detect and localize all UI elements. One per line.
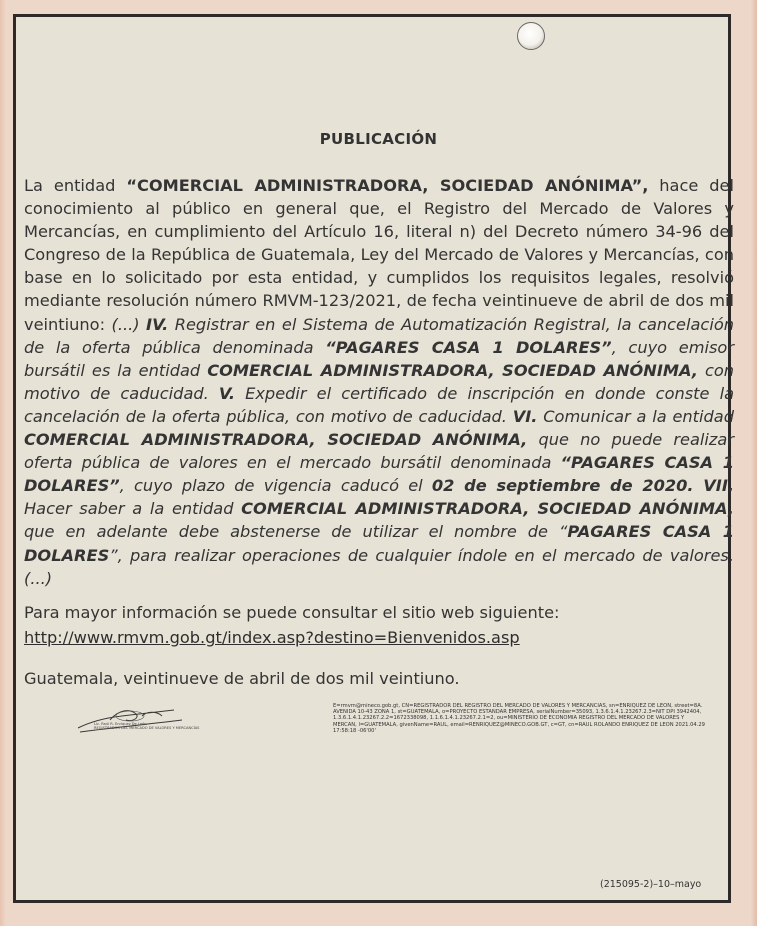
signer-title: REGISTRADOR DEL MERCADO DE VALORES Y MERCANCÍAS bbox=[94, 726, 200, 730]
body-text-segment: Comunicar a la entidad bbox=[537, 406, 734, 426]
publication-code: (215095-2)–10–mayo bbox=[600, 879, 702, 890]
body-text-segment: que en adelante debe abstenerse de utilizar el nombre de “ bbox=[24, 522, 568, 542]
section-number: VI. bbox=[512, 406, 538, 426]
entity-name: “COMERCIAL ADMINISTRADORA, SOCIEDAD ANÓNIMA”, bbox=[126, 176, 649, 195]
staple-hole bbox=[517, 22, 545, 50]
body-text-segment: La entidad bbox=[24, 176, 127, 195]
body-text-segment: hace del conocimiento al público en general que, el Registro del Mercado de Valores y Mercancías, en cumplimiento del Artículo 16, literal n) del Decreto número 34-96 del Congreso de la República de Guatemala, Ley del Mercado de Valores y Mercancías, con base en lo solicitado por esta entidad, y cumplidos los requisitos legales, resolvió mediante resolución número RMVM-123/2021, de fecha veintinueve de abril de dos mil veintiuno: bbox=[24, 176, 734, 334]
section-number: IV. bbox=[146, 314, 169, 334]
signature-block bbox=[70, 700, 200, 742]
body-text-segment: , cuyo emisor bursátil es la entidad bbox=[24, 337, 734, 380]
body-text-segment: (...) bbox=[111, 314, 147, 334]
place-date: Guatemala, veintinueve de abril de dos mil veintiuno. bbox=[24, 669, 460, 688]
offer-name: “PAGARES CASA 1 DOLARES” bbox=[24, 453, 734, 496]
entity-name: COMERCIAL ADMINISTRADORA, SOCIEDAD ANÓNIMA, bbox=[24, 430, 528, 450]
signer-block bbox=[94, 722, 199, 730]
publication-body bbox=[24, 174, 734, 590]
body-text-segment: , cuyo plazo de vigencia caducó el bbox=[119, 476, 432, 496]
body-text-segment: ”, para realizar operaciones de cualquier índole en el mercado de valores. (...) bbox=[24, 545, 734, 588]
signature-icon bbox=[70, 700, 190, 742]
expiry-date: 02 de septiembre de 2020. VII. bbox=[431, 476, 734, 496]
website-link[interactable]: http://www.rmvm.gob.gt/index.asp?destino=Bienvenidos.asp bbox=[24, 628, 520, 647]
digital-signature-certificate: E=rmvm@mineco.gob.gt, CN=REGISTRADOR DEL REGISTRO DEL MERCADO DE VALORES Y MERCANCIAS, sn=ENRIQUEZ DE LEON, street=8A. AVENIDA 10-43 ZONA 1, st=GUATEMALA, o=PROYECTO ESTANDAR EMPRESA, serialNumber=35093, 1.3.6.1.4.1.23267.2.3=NIT DPI 3942404, 1.3.6.1.4.1.23267.2.2=1672338098, 1.1.6.1.4.1.23267.2.1=2, ou=MINISTERIO DE ECONOMIA REGISTRO DEL MERCADO DE VALORES Y MERCAN, l=GUATEMALA, givenName=RAUL, email=RENRIQUEZ@MINECO.GOB.GT, c=GT, cn=RAUL ROLANDO ENRIQUEZ DE LEON 2021.04.29 17:58:18 -06'00' bbox=[333, 703, 705, 734]
body-text-segment: Hacer saber a la entidad bbox=[24, 499, 242, 519]
signer-name: Lic. Raúl R. Enríquez De León bbox=[94, 722, 147, 726]
info-text: Para mayor información se puede consultar el sitio web siguiente: bbox=[24, 603, 560, 622]
entity-name: COMERCIAL ADMINISTRADORA, SOCIEDAD ANÓNIMA, bbox=[207, 360, 698, 380]
document-title: PUBLICACIÓN bbox=[319, 130, 438, 148]
body-text-segment: que no puede realizar oferta pública de valores en el mercado bursátil denominada bbox=[24, 430, 734, 473]
offer-name: PAGARES CASA 1 DOLARES bbox=[24, 522, 735, 565]
body-text-segment: con motivo de caducidad. bbox=[24, 360, 735, 403]
body-text-segment: Expedir el certificado de inscripción en donde conste la cancelación de la oferta pública, con motivo de caducidad. bbox=[24, 383, 734, 426]
body-text-segment: Registrar en el Sistema de Automatización Registral, la cancelación de la oferta pública denominada bbox=[24, 314, 734, 357]
offer-name: “PAGARES CASA 1 DOLARES” bbox=[325, 337, 612, 357]
entity-name: COMERCIAL ADMINISTRADORA, SOCIEDAD ANÓNIMA, bbox=[241, 499, 734, 519]
section-number: V. bbox=[218, 383, 236, 403]
